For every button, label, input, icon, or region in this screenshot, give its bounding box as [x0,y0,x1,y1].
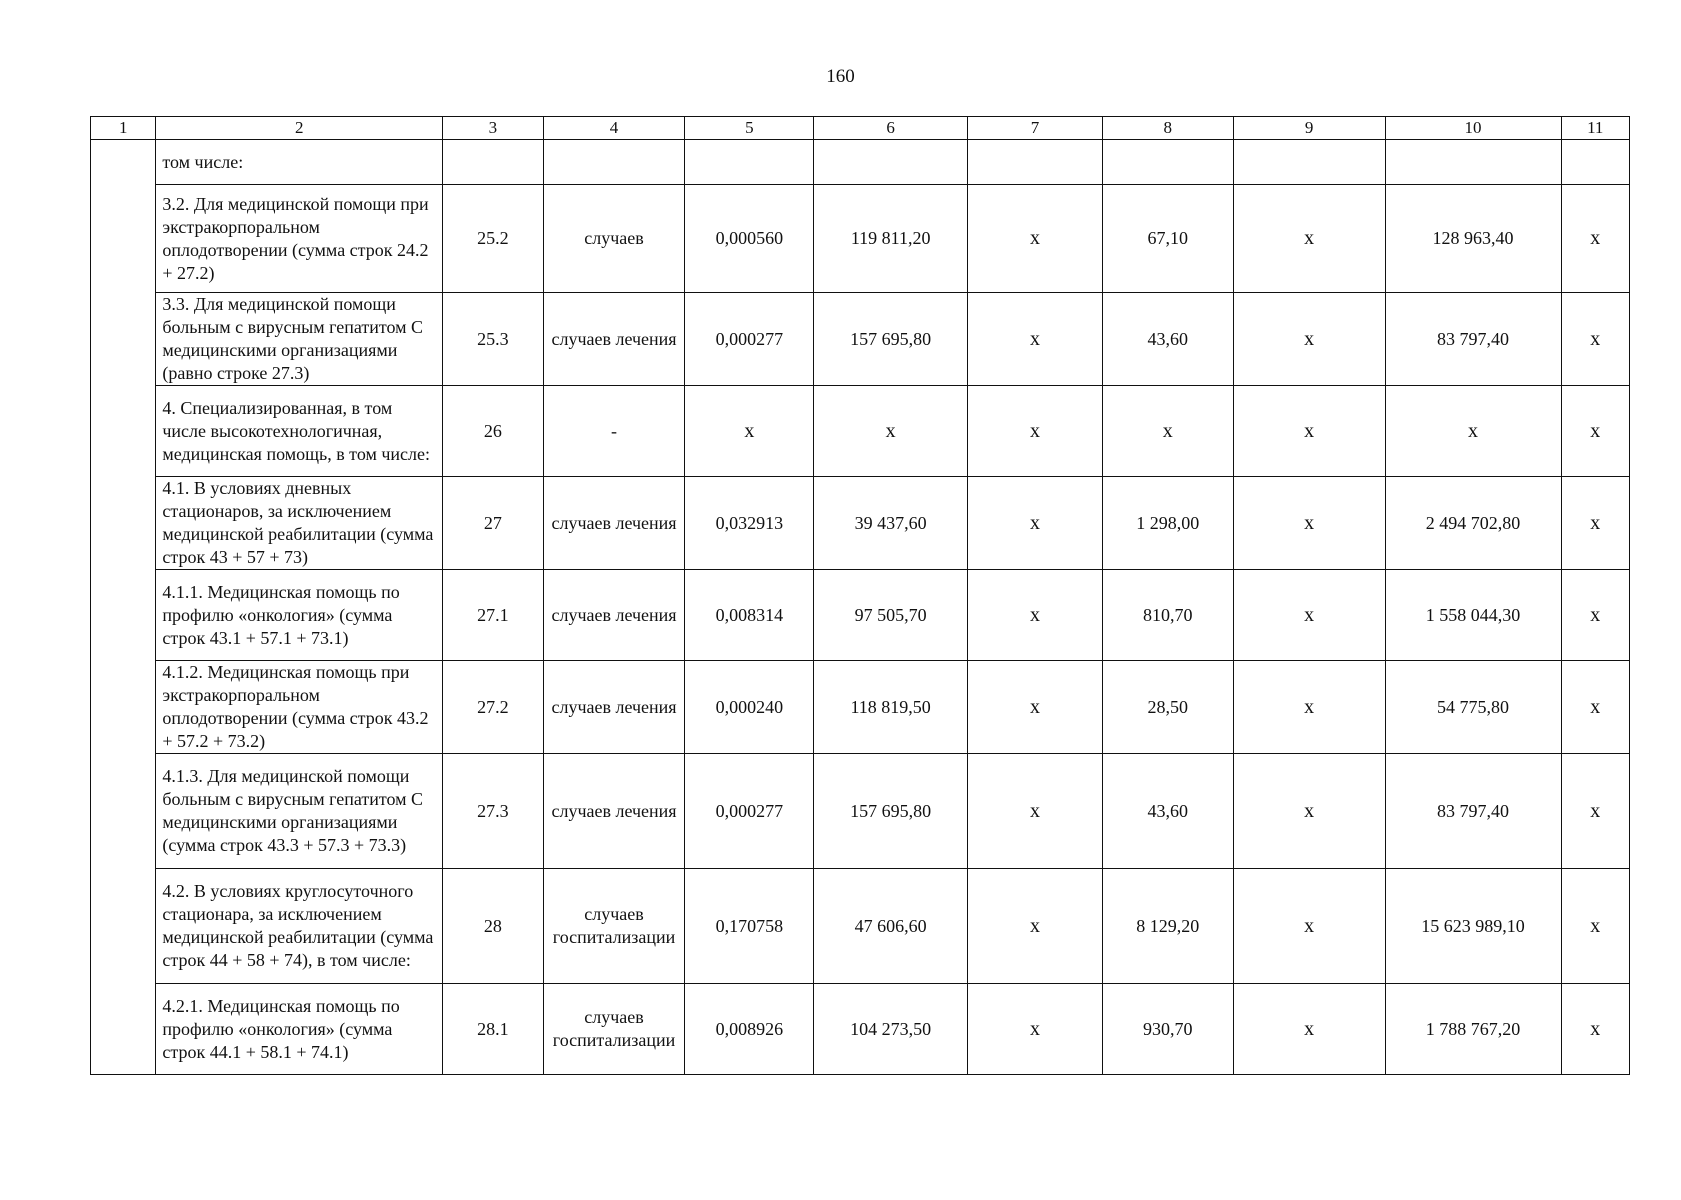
row-code-cell: 28 [443,869,544,984]
column-1-cell [91,140,156,1075]
unit-cell: случаев [543,185,685,293]
value-cell: x [685,386,814,477]
value-cell: x [1561,477,1629,570]
value-cell: 157 695,80 [814,754,968,869]
table-row [91,386,1630,477]
table-row [91,570,1630,661]
value-cell: x [814,386,968,477]
column-number: 7 [968,117,1103,140]
value-cell: 83 797,40 [1385,293,1561,386]
value-cell [814,140,968,185]
column-number: 11 [1561,117,1629,140]
column-number: 1 [91,117,156,140]
value-cell: 104 273,50 [814,984,968,1075]
value-cell: x [1233,869,1385,984]
row-code-cell: 25.2 [443,185,544,293]
row-code-cell: 27.3 [443,754,544,869]
value-cell: x [1385,386,1561,477]
unit-cell: случаев лечения [543,293,685,386]
value-cell: 128 963,40 [1385,185,1561,293]
value-cell: 97 505,70 [814,570,968,661]
value-cell: 157 695,80 [814,293,968,386]
value-cell: 1 298,00 [1102,477,1233,570]
row-code-cell: 28.1 [443,984,544,1075]
value-cell: 39 437,60 [814,477,968,570]
value-cell [1233,140,1385,185]
value-cell: x [1233,386,1385,477]
value-cell: 0,000240 [685,661,814,754]
value-cell: 43,60 [1102,293,1233,386]
unit-cell: случаев госпитализации [543,984,685,1075]
row-name-cell: 4.1.1. Медицинская помощь по профилю «онкология» (сумма строк 43.1 + 57.1 + 73.1) [156,570,443,661]
column-number-row [91,117,1630,140]
column-number: 3 [443,117,544,140]
unit-cell: случаев лечения [543,477,685,570]
table-row [91,185,1630,293]
value-cell [1385,140,1561,185]
row-code-cell: 27 [443,477,544,570]
value-cell: x [968,754,1103,869]
page-number: 160 [826,66,855,87]
unit-cell: случаев лечения [543,570,685,661]
value-cell: 0,032913 [685,477,814,570]
value-cell: x [1233,293,1385,386]
row-name-cell: 3.2. Для медицинской помощи при экстракорпоральном оплодотворении (сумма строк 24.2 + 27.2) [156,185,443,293]
row-name-cell: том числе: [156,140,443,185]
row-code-cell: 26 [443,386,544,477]
column-number: 9 [1233,117,1385,140]
value-cell [1102,140,1233,185]
value-cell: 1 788 767,20 [1385,984,1561,1075]
value-cell: x [1561,570,1629,661]
table-row [91,754,1630,869]
value-cell: 119 811,20 [814,185,968,293]
row-name-cell: 4.1.3. Для медицинской помощи больным с вирусным гепатитом С медицинскими организациями (сумма строк 43.3 + 57.3 + 73.3) [156,754,443,869]
value-cell: x [1233,185,1385,293]
value-cell: 810,70 [1102,570,1233,661]
column-number: 6 [814,117,968,140]
column-number: 10 [1385,117,1561,140]
value-cell: x [1561,293,1629,386]
table-row [91,984,1630,1075]
table-row [91,293,1630,386]
value-cell: x [1233,661,1385,754]
value-cell: x [1102,386,1233,477]
value-cell: x [968,869,1103,984]
value-cell: x [1233,477,1385,570]
value-cell: x [1233,754,1385,869]
value-cell: x [968,661,1103,754]
value-cell: 83 797,40 [1385,754,1561,869]
value-cell: x [1561,869,1629,984]
row-name-cell: 3.3. Для медицинской помощи больным с вирусным гепатитом С медицинскими организациями (равно строке 27.3) [156,293,443,386]
value-cell: 28,50 [1102,661,1233,754]
row-name-cell: 4.1.2. Медицинская помощь при экстракорпоральном оплодотворении (сумма строк 43.2 + 57.2 + 73.2) [156,661,443,754]
value-cell: 0,008926 [685,984,814,1075]
value-cell: 1 558 044,30 [1385,570,1561,661]
value-cell: x [1561,984,1629,1075]
row-code-cell: 27.1 [443,570,544,661]
unit-cell [543,140,685,185]
table-row [91,869,1630,984]
value-cell: 0,000277 [685,293,814,386]
value-cell [685,140,814,185]
row-code-cell: 27.2 [443,661,544,754]
column-number: 5 [685,117,814,140]
value-cell: 930,70 [1102,984,1233,1075]
value-cell: x [1233,984,1385,1075]
value-cell: 47 606,60 [814,869,968,984]
value-cell: 0,000277 [685,754,814,869]
row-name-cell: 4. Специализированная, в том числе высокотехнологичная, медицинская помощь, в том числе: [156,386,443,477]
value-cell: 54 775,80 [1385,661,1561,754]
row-name-cell: 4.1. В условиях дневных стационаров, за исключением медицинской реабилитации (сумма строк 43 + 57 + 73) [156,477,443,570]
value-cell: 0,000560 [685,185,814,293]
value-cell: x [1561,754,1629,869]
unit-cell: случаев лечения [543,661,685,754]
value-cell: x [968,477,1103,570]
value-cell: x [968,185,1103,293]
column-number: 2 [156,117,443,140]
row-code-cell: 25.3 [443,293,544,386]
value-cell: x [968,293,1103,386]
value-cell: 0,008314 [685,570,814,661]
value-cell: x [1561,661,1629,754]
value-cell: x [968,570,1103,661]
value-cell: x [968,386,1103,477]
column-number: 8 [1102,117,1233,140]
row-name-cell: 4.2. В условиях круглосуточного стационара, за исключением медицинской реабилитации (сумма строк 44 + 58 + 74), в том числе: [156,869,443,984]
row-name-cell: 4.2.1. Медицинская помощь по профилю «онкология» (сумма строк 44.1 + 58.1 + 74.1) [156,984,443,1075]
value-cell: 67,10 [1102,185,1233,293]
table-row [91,140,1630,185]
unit-cell: случаев госпитализации [543,869,685,984]
value-cell: 2 494 702,80 [1385,477,1561,570]
value-cell: x [968,984,1103,1075]
value-cell [968,140,1103,185]
table-row [91,661,1630,754]
unit-cell: случаев лечения [543,754,685,869]
value-cell: 118 819,50 [814,661,968,754]
value-cell: x [1561,386,1629,477]
value-cell: 15 623 989,10 [1385,869,1561,984]
value-cell: 8 129,20 [1102,869,1233,984]
value-cell [1561,140,1629,185]
data-table [90,116,1630,1075]
row-code-cell [443,140,544,185]
value-cell: x [1233,570,1385,661]
unit-cell: - [543,386,685,477]
value-cell: 0,170758 [685,869,814,984]
table-row [91,477,1630,570]
value-cell: x [1561,185,1629,293]
column-number: 4 [543,117,685,140]
value-cell: 43,60 [1102,754,1233,869]
